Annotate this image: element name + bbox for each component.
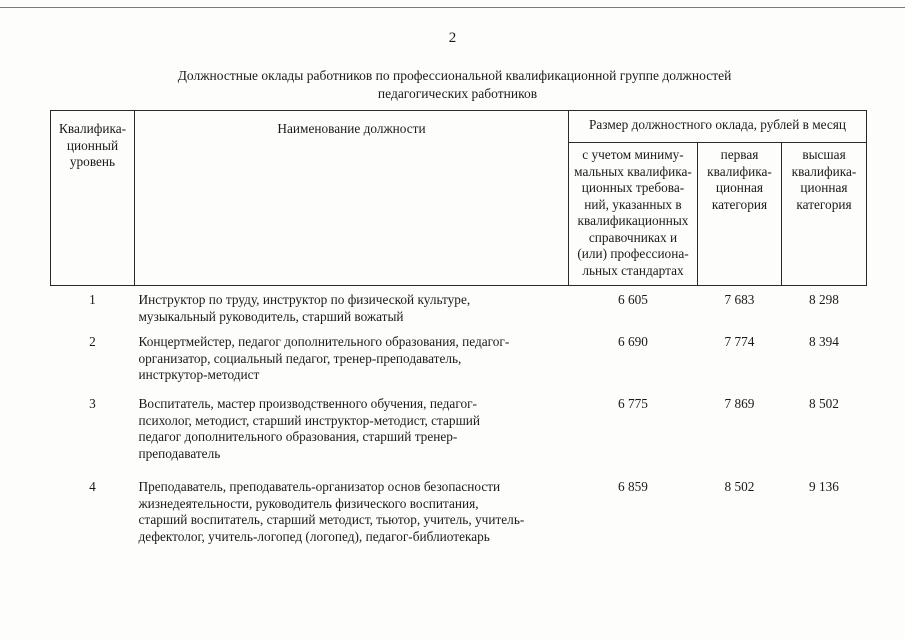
cell-highest-category: 8 394 bbox=[809, 334, 839, 349]
cell-position: Инструктор по труду, инструктор по физической культуре, музыкальный руководитель, старший вожатый bbox=[138, 292, 471, 324]
cell-first-category: 7 869 bbox=[724, 396, 755, 411]
cell-highest-category: 9 136 bbox=[809, 479, 839, 494]
cell-base-salary: 6 859 bbox=[618, 479, 648, 494]
table-row bbox=[51, 391, 867, 473]
cell-position: Воспитатель, мастер производственного обучения, педагог- психолог, методист, старший инструктор-методист, старший педагог дополнительного образования, старший тренер- преподаватель bbox=[138, 396, 481, 461]
cell-first-category: 8 502 bbox=[724, 479, 755, 494]
cell-level: 4 bbox=[89, 479, 96, 494]
cell-highest-category: 8 502 bbox=[809, 396, 839, 411]
header-salary-group: Размер должностного оклада, рублей в месяц bbox=[569, 111, 867, 143]
table-row bbox=[51, 286, 867, 330]
salary-table-header bbox=[51, 111, 867, 286]
header-qualification-level: Квалифика- ционный уровень bbox=[51, 111, 135, 286]
cell-base-salary: 6 690 bbox=[618, 334, 648, 349]
cell-base-salary: 6 605 bbox=[618, 292, 648, 307]
document-title bbox=[0, 67, 905, 103]
salary-table bbox=[50, 110, 867, 545]
cell-base-salary: 6 775 bbox=[618, 396, 648, 411]
salary-table-body bbox=[51, 286, 867, 546]
cell-level: 3 bbox=[89, 396, 96, 411]
cell-highest-category: 8 298 bbox=[809, 292, 839, 307]
table-row bbox=[51, 329, 867, 391]
header-first-category: первая квалифика- ционная категория bbox=[698, 143, 782, 286]
header-position-name: Наименование должности bbox=[135, 111, 569, 286]
page-number: 2 bbox=[448, 30, 457, 46]
title-line-1: Должностные оклады работников по профессиональной квалификационной группе должностей bbox=[177, 68, 732, 83]
cell-position: Преподаватель, преподаватель-организатор основ безопасности жизнедеятельности, руководитель физического воспитания, старший воспитатель, старший методист, тьютор, учитель, учитель- дефектолог, учитель-логопед (логопед), педагог-библиотекарь bbox=[138, 479, 525, 544]
header-highest-category: высшая квалифика- ционная категория bbox=[782, 143, 867, 286]
cell-level: 1 bbox=[89, 292, 96, 307]
cell-level: 2 bbox=[89, 334, 96, 349]
cell-position: Концертмейстер, педагог дополнительного образования, педагог- организатор, социальный педагог, тренер-преподаватель, инстркутор-методист bbox=[138, 334, 510, 382]
cell-first-category: 7 683 bbox=[724, 292, 755, 307]
top-border-line bbox=[0, 7, 905, 8]
header-base-salary: с учетом миниму- мальных квалифика- ционных требова- ний, указанных в квалификационных справочниках и (или) профессиона- льных стандартах bbox=[569, 143, 698, 286]
table-row bbox=[51, 473, 867, 545]
cell-first-category: 7 774 bbox=[724, 334, 755, 349]
title-line-2: педагогических работников bbox=[377, 86, 538, 101]
